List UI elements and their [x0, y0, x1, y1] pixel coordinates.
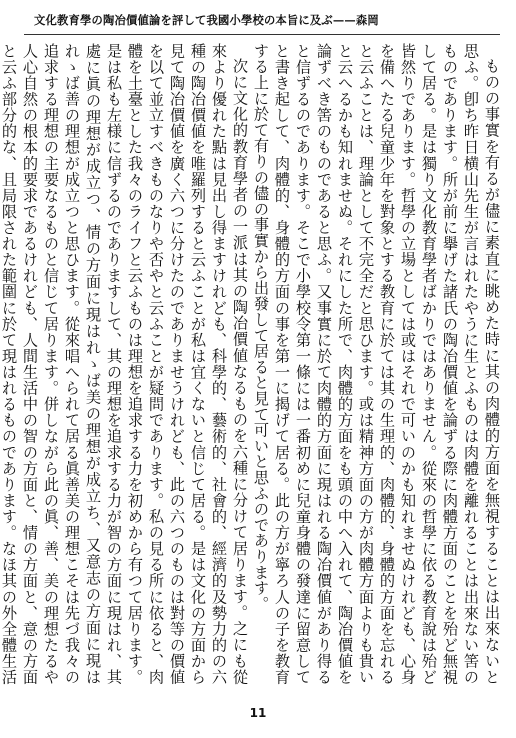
paragraph-2: 次に文化的教育學者の一派は其の陶冶價値なるものを六種に分けて居ります。之にも從來より優れた點は見出し得ますけれども、科學的、藝術的、社會的、經濟的及勢力的の六種の陶冶價値を唯羅列すると云ふことが私は宜くないと信じて居る。是は文化の方面から見て陶冶價値を廣く六つに分けたのでありませうけれども、此の六つのものは對等の價値を以て並立すべきものなりや否やと云ふことが疑問であります。私の見る所に依ると、肉體を土臺とした我々のライフと云ふものは理想を追求する力を初めから有つて居ります。是は私も左様に信ずるのでありますして、其の理想を追求する力が智の方面に現はれ、其處に眞の理想が成立つ、情の方面に現はれゝば美の理想が成立ち、又意志の方面に現はれゝば善の理想が成立つと思ひます。從來唱へられて居る眞善美の理想こそは先づ我々の追求する理想の主要なるものと信じて居ります。併しながら此の眞、善、美の理想たるや人心自然の根本的要求であるけれども、人間生活中の智の方面と、情の方面と、意の方面と云ふ部分的な、且局限された範圍に於て現はれるものであります。なほ其の外全體生活 [0, 43, 249, 685]
vertical-body-text [0, 43, 502, 685]
paragraph-1: ものの事實を有るが儘に素直に眺めた時に其の肉體的方面を無視することは出來ないと思ふ。卽ち昨日横山先生が言はれたやうに生とふものは肉體を離れることは出來ない筈のものであります。所が前に擧げた諸氏の陶冶價値を論ずる際に肉體方面のことを殆ど無視して居る。是は獨り文化教育學者ばかりではありません。從來の哲學に依る教育說は殆ど皆然りであります。哲學の立場としては或はそれで可いのかも知れませぬけれども、心身を備へたる兒童少年を對象とする教育に於ては其の生理的、肉體的、身體的方面を忘れると云ふことは、理論として不完全だと思ひます。或は精神方面の方が肉體方面よりも貴いと云へるかも知れませぬ。それにした所で、肉體的方面をも頭の中へ入れて、陶冶價値を論ずべき筈のものであると思ふ。又事實に於て肉體的方面に現はれる陶冶價値があり得ると信ずるのであります。そこで小學校令第一條には一番初めに兒童身體の發達に留意してと書き起して、肉體的、身體的方面の事を第一に揭げて居る。此の方が寧ろ人の子を教育する上に於て有りの儘の事實から出發して居ると見て可いと思ふのであります。 [252, 43, 501, 685]
page-number: 11 [249, 706, 267, 720]
running-header: 文化教育學の陶冶價値論を評して我國小學校の本旨に及ぶ——森岡 [34, 13, 379, 27]
header-rule [24, 34, 500, 35]
